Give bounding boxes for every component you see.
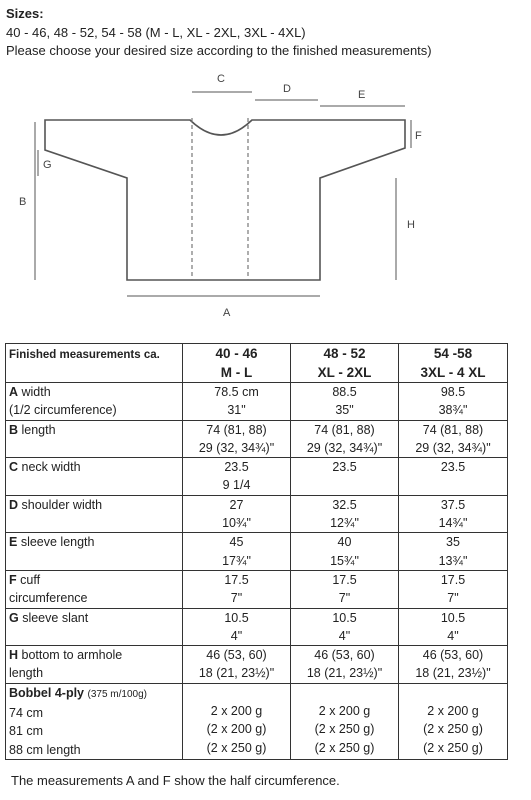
- yarn-length: 74 cm: [9, 706, 44, 721]
- imperial-value: 4": [447, 628, 459, 643]
- yarn-label-cell: [6, 683, 183, 759]
- label-g: G: [43, 159, 52, 171]
- measurement-key: H: [9, 648, 19, 663]
- header-label: Finished measurements ca.: [6, 344, 183, 383]
- table-row: [6, 570, 508, 608]
- metric-value: 10.5: [440, 610, 466, 625]
- label-c: C: [217, 73, 225, 85]
- measurement-label-cell: [6, 533, 183, 571]
- size-letter: M - L: [220, 365, 253, 380]
- measurement-value-cell: [183, 570, 291, 608]
- size-value: 48 - 52: [323, 346, 366, 361]
- measurement-key: B: [9, 422, 19, 437]
- metric-value: 46 (53, 60): [314, 648, 375, 663]
- metric-value: 23.5: [440, 460, 466, 475]
- measurement-value-cell: [291, 646, 399, 684]
- measurement-value-cell: [291, 495, 399, 533]
- yarn-amount: 2 x 200 g: [427, 704, 479, 719]
- measurement-label-line2: circumference: [9, 591, 88, 606]
- metric-value: 32.5: [332, 497, 357, 512]
- label-h: H: [407, 219, 415, 231]
- label-a: A: [223, 307, 231, 319]
- yarn-length: 88 cm length: [9, 742, 81, 757]
- imperial-value: 9 1/4: [222, 478, 251, 493]
- metric-value: 17.5: [332, 572, 357, 587]
- metric-value: 27: [229, 497, 244, 512]
- measurement-value-cell: [291, 383, 399, 421]
- measurement-value-cell: [183, 608, 291, 646]
- sizes-note: Please choose your desired size according to the finished measurements): [6, 43, 432, 58]
- measurement-label-line2: [9, 439, 179, 457]
- imperial-value: 15¾": [330, 553, 359, 568]
- imperial-value: 7": [230, 591, 243, 606]
- size-letter: 3XL - 4 XL: [420, 365, 486, 380]
- measurement-label: shoulder width: [18, 497, 103, 512]
- measurement-label: sleeve slant: [18, 610, 89, 625]
- measurement-value-cell: [399, 420, 508, 458]
- measurement-label-cell: [6, 570, 183, 608]
- sizes-title: Sizes:: [6, 6, 44, 21]
- label-d: D: [283, 83, 291, 95]
- measurement-value-cell: [399, 646, 508, 684]
- yarn-name: Bobbel 4-ply: [9, 685, 85, 700]
- imperial-value: 29 (32, 34¾)": [415, 440, 491, 455]
- metric-value: 17.5: [440, 572, 466, 587]
- metric-value: 46 (53, 60): [422, 648, 484, 663]
- measurement-label-line2: (1/2 circumference): [9, 403, 117, 418]
- measurement-label: cuff: [16, 572, 41, 587]
- table-row: [6, 495, 508, 533]
- table-row: [6, 383, 508, 421]
- table-row: [6, 646, 508, 684]
- table-row: [6, 458, 508, 496]
- measurement-value-cell: [291, 420, 399, 458]
- measurement-label: sleeve length: [17, 535, 95, 550]
- measurement-key: A: [9, 385, 19, 399]
- yarn-value-cell: [183, 683, 291, 759]
- imperial-value: 31": [227, 403, 246, 418]
- measurement-label-cell: [6, 495, 183, 533]
- measurement-label-line2: [9, 627, 179, 645]
- metric-value: 23.5: [332, 460, 357, 475]
- measurement-value-cell: [183, 495, 291, 533]
- metric-value: 74 (81, 88): [206, 422, 267, 437]
- measurement-label-line2: [9, 514, 179, 532]
- measurement-value-cell: [399, 458, 508, 496]
- measurement-value-cell: [399, 608, 508, 646]
- label-e: E: [358, 89, 366, 101]
- size-value: 54 -58: [433, 346, 473, 361]
- metric-value: 10.5: [224, 610, 249, 625]
- metric-value: 40: [337, 535, 352, 550]
- imperial-value: 18 (21, 23½)": [198, 666, 275, 681]
- yarn-amount: (2 x 250 g): [314, 722, 375, 737]
- imperial-value: 18 (21, 23½)": [415, 666, 491, 681]
- measurement-value-cell: [183, 646, 291, 684]
- measurement-label-line2: length: [9, 666, 44, 681]
- size-column-header: [291, 344, 399, 383]
- yarn-amount: 2 x 200 g: [210, 704, 263, 719]
- imperial-value: [402, 476, 504, 494]
- imperial-value: 14¾": [438, 516, 468, 531]
- measurement-label-cell: [6, 420, 183, 458]
- imperial-value: 17¾": [222, 553, 251, 568]
- sweater-schematic: [0, 60, 531, 325]
- metric-value: 74 (81, 88): [422, 422, 484, 437]
- label-f: F: [415, 130, 422, 142]
- imperial-value: 29 (32, 34¾)": [306, 440, 383, 455]
- measurement-value-cell: [183, 533, 291, 571]
- size-letter: XL - 2XL: [317, 365, 372, 380]
- imperial-value: 4": [230, 628, 243, 643]
- metric-value: 45: [229, 535, 244, 550]
- metric-value: 98.5: [440, 385, 466, 399]
- imperial-value: 4": [338, 628, 351, 643]
- measurement-key: F: [9, 572, 17, 587]
- sizes-list: 40 - 46, 48 - 52, 54 - 58 (M - L, XL - 2XL, 3XL - 4XL): [6, 25, 306, 40]
- measurement-label: neck width: [18, 460, 81, 475]
- measurement-label-cell: [6, 646, 183, 684]
- measurement-value-cell: [183, 420, 291, 458]
- table-row: [6, 420, 508, 458]
- measurement-label-line2: [9, 552, 179, 570]
- table-header-row: [6, 344, 508, 383]
- measurement-label-cell: [6, 608, 183, 646]
- size-value: 40 - 46: [215, 346, 258, 361]
- measurement-value-cell: [399, 495, 508, 533]
- yarn-value-cell: [291, 683, 399, 759]
- measurement-key: C: [9, 460, 19, 475]
- yarn-value-cell: [399, 683, 508, 759]
- table-row: [6, 533, 508, 571]
- measurement-key: G: [9, 610, 19, 625]
- yarn-spec: (375 m/100g): [87, 688, 147, 700]
- yarn-amount: (2 x 250 g): [314, 740, 375, 755]
- metric-value: 37.5: [440, 497, 466, 512]
- measurement-label: bottom to armhole: [18, 648, 123, 663]
- measurement-value-cell: [183, 458, 291, 496]
- metric-value: 78.5 cm: [214, 385, 259, 399]
- imperial-value: 38¾": [438, 403, 468, 418]
- measurement-label-cell: [6, 458, 183, 496]
- yarn-length: 81 cm: [9, 724, 44, 739]
- imperial-value: 12¾": [330, 516, 359, 531]
- yarn-amount: (2 x 250 g): [423, 740, 483, 755]
- yarn-amount: (2 x 250 g): [206, 740, 267, 755]
- size-column-header: [183, 344, 291, 383]
- measurement-label: length: [18, 422, 56, 437]
- yarn-row: [6, 683, 508, 759]
- yarn-amount: (2 x 250 g): [423, 722, 483, 737]
- measurement-value-cell: [291, 608, 399, 646]
- measurement-value-cell: [399, 570, 508, 608]
- yarn-amount: 2 x 200 g: [318, 704, 371, 719]
- imperial-value: 29 (32, 34¾)": [198, 440, 275, 455]
- measurement-key: E: [9, 535, 18, 550]
- measurement-label-cell: [6, 383, 183, 421]
- metric-value: 35: [446, 535, 460, 550]
- measurement-label-line2: [9, 476, 179, 494]
- yarn-amount: (2 x 200 g): [206, 722, 267, 737]
- table-row: [6, 608, 508, 646]
- measurement-value-cell: [291, 458, 399, 496]
- metric-value: 74 (81, 88): [314, 422, 375, 437]
- imperial-value: 13¾": [438, 553, 468, 568]
- metric-value: 88.5: [332, 385, 357, 399]
- measurement-value-cell: [399, 383, 508, 421]
- measurement-value-cell: [399, 533, 508, 571]
- metric-value: 46 (53, 60): [206, 648, 267, 663]
- measurement-value-cell: [183, 383, 291, 421]
- metric-value: 17.5: [224, 572, 249, 587]
- measurement-value-cell: [291, 570, 399, 608]
- imperial-value: [294, 476, 395, 494]
- imperial-value: 7": [338, 591, 351, 606]
- label-b: B: [19, 196, 27, 208]
- footer-note: The measurements A and F show the half circumference.: [11, 773, 340, 788]
- imperial-value: 10¾": [222, 516, 251, 531]
- metric-value: 23.5: [224, 460, 249, 475]
- imperial-value: 35": [335, 403, 354, 418]
- sweater-outline: [45, 120, 405, 280]
- measurement-value-cell: [291, 533, 399, 571]
- size-column-header: [399, 344, 508, 383]
- measurement-label: width: [18, 385, 51, 399]
- metric-value: 10.5: [332, 610, 357, 625]
- imperial-value: 18 (21, 23½)": [306, 666, 383, 681]
- imperial-value: 7": [447, 591, 459, 606]
- measurement-key: D: [9, 497, 19, 512]
- measurements-table: [5, 343, 508, 760]
